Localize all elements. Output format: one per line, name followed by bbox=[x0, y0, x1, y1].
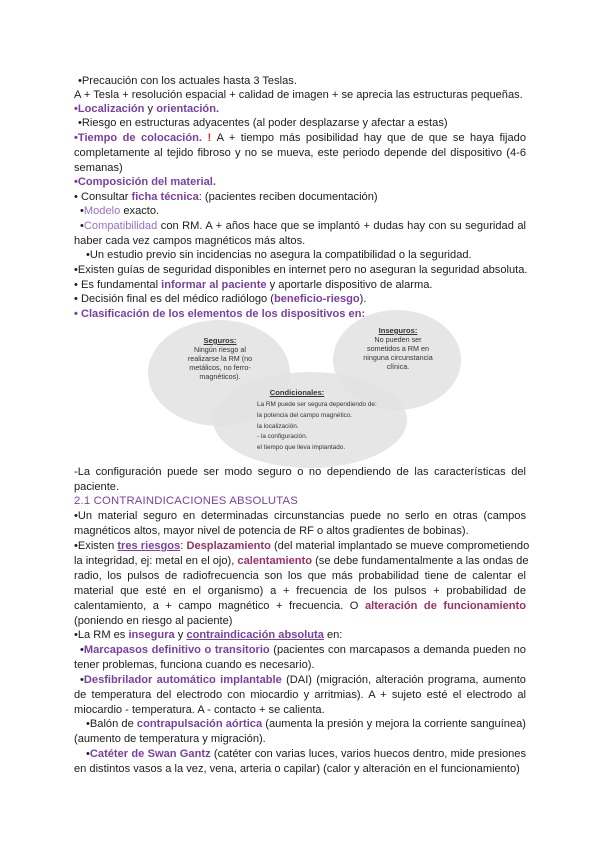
desfibrilador-cont-2: miocardio - temperatura. A - contacto + se calienta. bbox=[74, 704, 325, 716]
bullet-balon: •Balón de contrapulsación aórtica (aumenta la presión y mejora la corriente sanguínea) bbox=[86, 718, 526, 730]
condicionales-list: La RM puede ser segura dependiendo de: la potencia del campo magnético. la localización. - la configuración. el tiempo que lleva implantado. bbox=[257, 401, 377, 452]
riesgos-cont-3: material que esté en el organismo) a + frecuencia de los pulsos + probabilidad de bbox=[74, 585, 526, 597]
riesgos-cont-1: la integridad, ej: metal en el ojo), calentamiento (se debe fundamentalmente a las ondas de bbox=[74, 555, 529, 567]
bullet-marcapasos: •Marcapasos definitivo o transitorio (pacientes con marcapasos a demanda pueden no bbox=[80, 644, 526, 656]
cateter-cont: en distintos vasos a la vez, vena, arteria o capilar) (calor y alteración en el funcionamiento) bbox=[74, 763, 520, 775]
section-heading: 2.1 CONTRAINDICACIONES ABSOLUTAS bbox=[74, 495, 299, 507]
inseguros-label: Inseguros: No pueden ser sometidos a RM en ninguna circunstancia clínica. bbox=[363, 326, 433, 371]
bullet-ficha: • Consultar ficha técnica: (pacientes reciben documentación) bbox=[74, 191, 378, 203]
bullet-modelo: •Modelo exacto. bbox=[80, 205, 160, 217]
bullet-estudio: •Un estudio previo sin incidencias no asegura la compatibilidad o la seguridad. bbox=[86, 249, 472, 261]
riesgos-cont-2: radio, los pulsos de radiofrecuencia son los que más probabilidad tiene de calentar el bbox=[74, 570, 526, 582]
bullet-tiempo: •Tiempo de colocación. ! A + tiempo más posibilidad hay que de que se haya fijado bbox=[74, 132, 527, 144]
bullet-desfibrilador: •Desfibrilador automático implantable (DAI) (migración, alteración programa, aumento bbox=[80, 674, 526, 686]
balon-cont: (aumento de temperatura y migración). bbox=[74, 733, 266, 745]
bullet-localizacion: •Localización y orientación. bbox=[74, 103, 220, 115]
bullet-informar: • Es fundamental informar al paciente y aportarle dispositivo de alarma. bbox=[74, 279, 433, 291]
seguros-label: Seguros: Ningún riesgo al realizarse la RM (no metálicos, no ferro- magnéticos). bbox=[187, 336, 253, 381]
bullet-tres-riesgos: •Existen tres riesgos: Desplazamiento (del material implantado se mueve comprometiendo bbox=[74, 540, 530, 552]
bullet-material-seguro: •Un material seguro en determinadas circunstancias puede no serlo en otras (campos bbox=[74, 510, 526, 522]
marcapasos-cont: tener problemas, funciona cuando es necesario). bbox=[74, 659, 315, 671]
bullet-riesgo: •Riesgo en estructuras adyacentes (al poder desplazarse y afectar a estas) bbox=[78, 117, 448, 129]
configuracion-note: -La configuración puede ser modo seguro o no dependiendo de las características del bbox=[74, 466, 526, 478]
material-cont: magnéticos altos, mayor nivel de potencia de RF o altos gradientes de bobinas). bbox=[74, 525, 469, 537]
bullet-clasificacion: • Clasificación de los elementos de los dispositivos en: bbox=[74, 308, 366, 320]
bullet-guias: •Existen guías de seguridad disponibles en internet pero no aseguran la seguridad absoluta. bbox=[74, 264, 528, 276]
bullet-insegura: •La RM es insegura y contraindicación absoluta en: bbox=[74, 629, 343, 641]
condicionales-title: Condicionales: bbox=[269, 388, 325, 397]
bullet-cateter: •Catéter de Swan Gantz (catéter con varias luces, varios huecos dentro, mide presiones bbox=[86, 748, 527, 760]
riesgos-cont-5: (poniendo en riesgo al paciente) bbox=[74, 615, 233, 627]
tiempo-cont-2: semanas) bbox=[74, 162, 123, 174]
desfibrilador-cont-1: de temperatura del electrodo con miocardio y arritmias). A + sujeto esté el electrodo al bbox=[74, 689, 526, 701]
configuracion-cont: paciente. bbox=[74, 481, 120, 493]
tesla-note: A + Tesla + resolución espacial + calidad de imagen + se aprecia las estructuras pequeñas. bbox=[74, 89, 523, 101]
bullet-precaution: •Precaución con los actuales hasta 3 Teslas. bbox=[78, 75, 297, 87]
bullet-compatibilidad: •Compatibilidad con RM. A + años hace que se implantó + dudas hay con su seguridad al bbox=[80, 220, 526, 232]
riesgos-cont-4: calentamiento, a + campo magnético + frecuencia. O alteración de funcionamiento bbox=[74, 600, 526, 612]
bullet-composicion: •Composición del material. bbox=[74, 176, 216, 188]
bullet-decision: • Decisión final es del médico radiólogo (beneficio-riesgo). bbox=[74, 293, 367, 305]
tiempo-cont-1: completamente al tejido fibroso y no se mueva, este periodo depende del dispositivo (4-6 bbox=[74, 147, 526, 159]
compat-cont: haber cada vez campos magnéticos más altos. bbox=[74, 235, 306, 247]
